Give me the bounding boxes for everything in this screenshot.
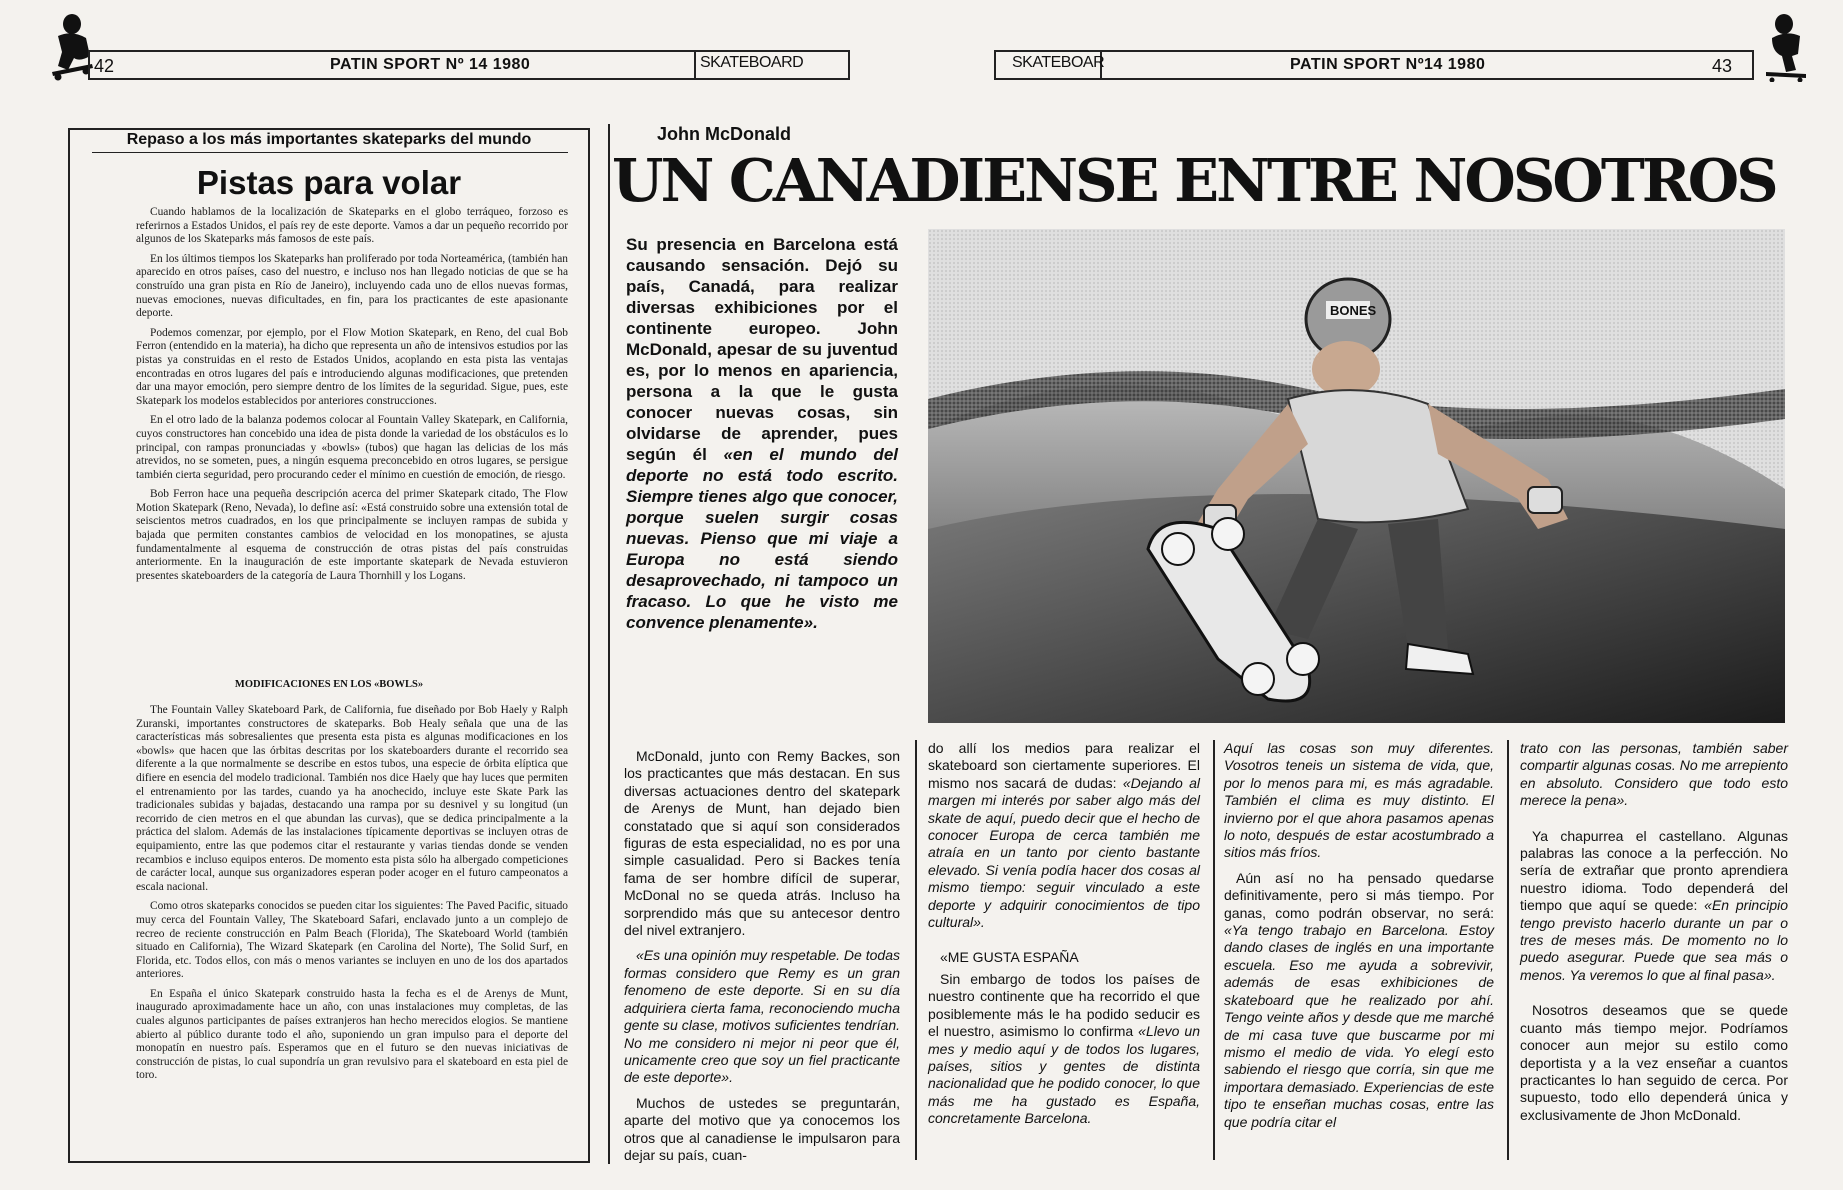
left-page-number: 42: [94, 56, 115, 76]
article-column-3: [1224, 740, 1494, 1131]
col2-quote: «Llevo un mes y medio aquí y de todos los lugares, países, sitios y gentes de distinta nacionalidad que he podido conocer, lo que más me ha gustado es España, concretamente Barcelona.: [928, 1023, 1200, 1127]
left-section-label: SKATEBOARD: [700, 54, 804, 71]
left-paragraph: En el otro lado de la balanza podemos colocar al Fountain Valley Skatepark, en California, cuyos constructores han concebido una idea de pista donde la variedad de los obstáculos es lo principal, con rampas pronunciadas y «bowls» (tubos) que hagan las delicias de los más atrevidos, no se someten, pues, a ningún esquema preconcebido en otros lugares, se persigue también cierta seguridad, pero procurando ceder el mínimo en cuestión de emoción, de riesgo.: [136, 414, 568, 481]
left-paragraph: Podemos comenzar, por ejemplo, por el Flow Motion Skatepark, en Reno, del cual Bob Ferron (entendido en la materia), ha dicho que representa un año de intensivos estudios por las pistas ya construidas en el resto de Estados Unidos, acoplando en esta pista las ventajas encontradas en otros lugares del país e introduciendo algunas modificaciones, que pretenden dar una mayor emoción, pero siempre dentro de los límites de la seguridad. Sigue, pues, este Skatepark los modelos establecidos por anteriores construcciones.: [136, 326, 568, 407]
column-divider: [1213, 740, 1215, 1160]
article-author: John McDonald: [657, 124, 791, 144]
col4-text: Ya chapurrea el castellano. Algunas palabras las conoce a la perfección. No sería de extrañar que pronto aprendiera nuestro idioma. Todo dependerá del tiempo que aquí se quede:: [1520, 827, 1788, 914]
column-divider: [915, 740, 917, 1160]
col3-quote: Aquí las cosas son muy diferentes. Vosotros teneis un sistema de vida, que, por lo menos para mi, es más agradable. También el clima es muy distinto. El invierno por el que ahora pasamos apenas lo noto, después de estar acostumbrado a sitios más fríos.: [1224, 740, 1494, 861]
intro-quote: «en el mundo del deporte no está todo escrito. Siempre tienes algo que conocer, porque suelen surgir cosas nuevas. Pienso que mi viaje a Europa no está siendo desaprovechado, ni tampoco un fracaso. Lo que he visto me convence plenamente».: [626, 445, 898, 632]
left-section-divider: [694, 50, 696, 80]
left-article-title: Pistas para volar: [196, 164, 462, 201]
intro-text: Su presencia en Barcelona está causando sensación. Dejó su país, Canadá, para realizar diversas exhibiciones por el continente europeo. John McDonald, apesar de su juventud es, por lo menos en apariencia, persona a la que le gusta conocer nuevas cosas, sin olvidarse de aprender, pues según él: [626, 235, 898, 464]
col1-quote: «Es una opinión muy respetable. De todas formas considero que Remy es un gran fenomeno de este deporte. Si en su día adquiriera cierta fama, reconociendo mucha gente su clase, motivos suficientes tendrían. No me considero ni mejor ni peor que él, unicamente creo que soy un fiel practicante de este deporte».: [624, 947, 900, 1086]
article-column-2: [928, 740, 1200, 1128]
article-headline: UN CANADIENSE ENTRE NOSOTROS: [612, 146, 1776, 215]
left-paragraph: The Fountain Valley Skateboard Park, de California, fue diseñado por Bob Haely y Ralph Zuranski, importantes constructores de skateparks. Bob Healy señala que una de las características más sobresalientes que presenta esta pista es algunas modificaciones en los «bowls» que hacen que las órbitas descritas por los skateboarders durante el recorrido sea diferente a la que normalmente se describe en estos tubos, una especie de órbita elíptica que difiere en esencia del modelo tradicional. También nos dice Haely que hay luces que permiten el entrenamiento por las tardes, cuando ya ha anochecido, incluye este Skate Park las tradicionales subidas y bajadas, destacando una rampa por su desnivel y su longitud (un recorrido de cien metros en el que abundan las curvas), que se dedica principalmente a la práctica del slalom. Además de las instalaciones típicamente deportivas se incluyen otras de equipamiento, entre las que podemos citar el restaurante y varias tiendas donde se venden recambios e incluso equipos enteros. De momento esta pista sólo ha albergado competiciones de carácter local, aunque sus organizadores esperan poder acoger en el futuro campeonatos a escala nacional.: [136, 704, 568, 893]
helmet-logo-text: BONES: [1330, 303, 1377, 318]
left-paragraph: En los últimos tiempos los Skateparks han proliferado por toda Norteamérica, (también han aparecido en otros países, caso del nuestro, e incluso nos han llegado noticias de que se ha construído una gran pista en Río de Janeiro), incluyendo cada uno de ellos nuevas formas, nuevas emociones, nuevas dificultades, en fin, para los practicantes de este apasionante deporte.: [136, 252, 568, 320]
skater-photo: [928, 229, 1785, 723]
col3-quote: «Ya tengo trabajo en Barcelona. Estoy dando clases de inglés en una importante escuela. Eso me ayuda a sobrevivir, además de esas exhibiciones de skateboard que he realizado por ahí. Tengo veinte años y desde que me marché de mi casa tuve que buscarme por mi mismo el medio de vida. Yo elegí esto sabiendo el riesgo que corría, sin que me importara demasiado. Experiencias de este tipo te enseñan muchas cosas, entre las que podría citar el: [1224, 922, 1494, 1130]
col2-text: do allí los medios para realizar el skateboard son ciertamente superiores. El mismo nos sacará de dudas:: [928, 740, 1200, 791]
col1-paragraph: Muchos de ustedes se preguntarán, aparte del motivo que ya conocemos los otros que al canadiense le impulsaron para dejar su país, cuan-: [624, 1094, 900, 1163]
left-article-body-2: [136, 704, 568, 1083]
col2-subhead: «ME GUSTA ESPAÑA: [940, 949, 1079, 966]
right-page-number: 43: [1712, 56, 1733, 76]
left-paragraph: Como otros skateparks conocidos se pueden citar los siguientes: The Paved Pacific, situado muy cerca del Fountain Valley, The Skateboard Safari, enclavado junto a un complejo de recreo de reciente construcción en Palm Beach (Florida), The Skateboard World (también situado en California), The Wizard Skatepark (en Carolina del Norte), The Solid Surf, en Florida, etc. Todos ellos, con más o menos variantes se incluyen en uno de los dos apartados anteriores.: [136, 900, 568, 981]
col1-paragraph: McDonald, junto con Remy Backes, son los practicantes que más destacan. En sus diversas actuaciones dentro del skatepark de Arenys de Munt, han dejado bien constatado que si aquí son considerados figuras de esta especialidad, no es por una simple casualidad. Pero si Backes tenía fama de ser hombre difícil de superar, McDonal no se queda atrás. Incluso ha sorprendido más que su antecesor dentro del nivel extranjero.: [624, 748, 900, 939]
left-paragraph: Bob Ferron hace una pequeña descripción acerca del primer Skatepark citado, The Flow Motion Skatepark (Reno, Nevada), lo define así: «Está construido sobre una extensión total de seiscientos metros cuadrados, en los que principalmente se incluyen rampas de subida y bajada que permiten constantes cambios de velocidad en los monopatines, se ajusta fundamentalmente al esquema de construcción de otras pistas del país construidas anteriormente. En la inauguración de este importante skatepark de Nevada estuvieron presentes skateboarders de la categoría de Laura Thornhill y los Logans.: [136, 488, 568, 582]
article-column-1: [624, 748, 900, 1164]
column-divider: [1507, 740, 1509, 1160]
col4-paragraph: Nosotros deseamos que se quede cuanto más tiempo mejor. Podríamos conocer aun mejor su estilo como deportista y a la vez enseñar a cuantos practicantes lo han seguido de cerca. Por supuesto, todo ello dependerá única y exclusivamente de Jhon McDonald.: [1520, 1002, 1788, 1123]
article-intro: [626, 234, 898, 633]
left-subhead: MODIFICACIONES EN LOS «BOWLS»: [234, 679, 424, 690]
left-paragraph: En España el único Skatepark construido hasta la fecha es el de Arenys de Munt, inaugurado aproximadamente hace un año, con unas instalaciones muy completas, de las cuales algunos participantes de países extranjeros han hecho merecidos elogios. Se mantiene abierto al público durante todo el año, suponiendo un gran impulso para el deporte del monopatín en nuestro país. Esperamos que en el futuro se den nuevas iniciativas de construcción de pistas, lo cual supondría un gran revulsivo para el skateboard en esta piel de toro.: [136, 987, 568, 1082]
skater-silhouette-icon: [1760, 12, 1812, 82]
left-article-body: [136, 206, 568, 583]
left-paragraph: Cuando hablamos de la localización de Skateparks en el globo terráqueo, forzoso es referirnos a Estados Unidos, el país rey de este deporte. Vamos a dar un pequeño recorrido por algunos de los Skateparks más famosos de este país.: [136, 206, 568, 246]
col4-quote: trato con las personas, también saber compartir algunas cosas. No me arrepiento en absoluto. Considero que todo esto merece la pena».: [1520, 740, 1788, 809]
right-header-title: PATIN SPORT Nº14 1980: [1290, 56, 1486, 73]
col4-quote: «En principio tengo previsto hacerlo durante un par o tres de meses más. De momento no lo puedo asegurar. Puede que sea más o menos. Ya veremos lo que al final pasa».: [1520, 897, 1789, 983]
kicker-rule: [92, 152, 568, 153]
left-article-kicker: Repaso a los más importantes skateparks del mundo: [126, 131, 532, 148]
right-section-label: SKATEBOAR: [1012, 54, 1105, 71]
col2-text: Sin embargo de todos los países de nuestro continente que ha recorrido el que posiblemente más le ha podido seducir es el nuestro, asimismo lo confirma: [928, 970, 1200, 1040]
column-divider: [608, 124, 610, 1164]
col2-quote: «Dejando al margen mi interés por saber algo más del skate de aquí, puedo decir que el hecho de conocer Europa de cerca también me atraía en un tanto por ciento bastante elevado. Si venía podía hacer dos cosas al mismo tiempo: seguir vinculado a este deporte y adquirir conocimientos de tipo cultural».: [928, 774, 1200, 931]
left-header-title: PATIN SPORT Nº 14 1980: [330, 56, 531, 73]
article-column-4: [1520, 740, 1788, 1124]
col3-text: Aún así no ha pensado quedarse definitivamente, pero si más tiempo. Por ganas, como podrán observar, no será:: [1224, 869, 1494, 921]
